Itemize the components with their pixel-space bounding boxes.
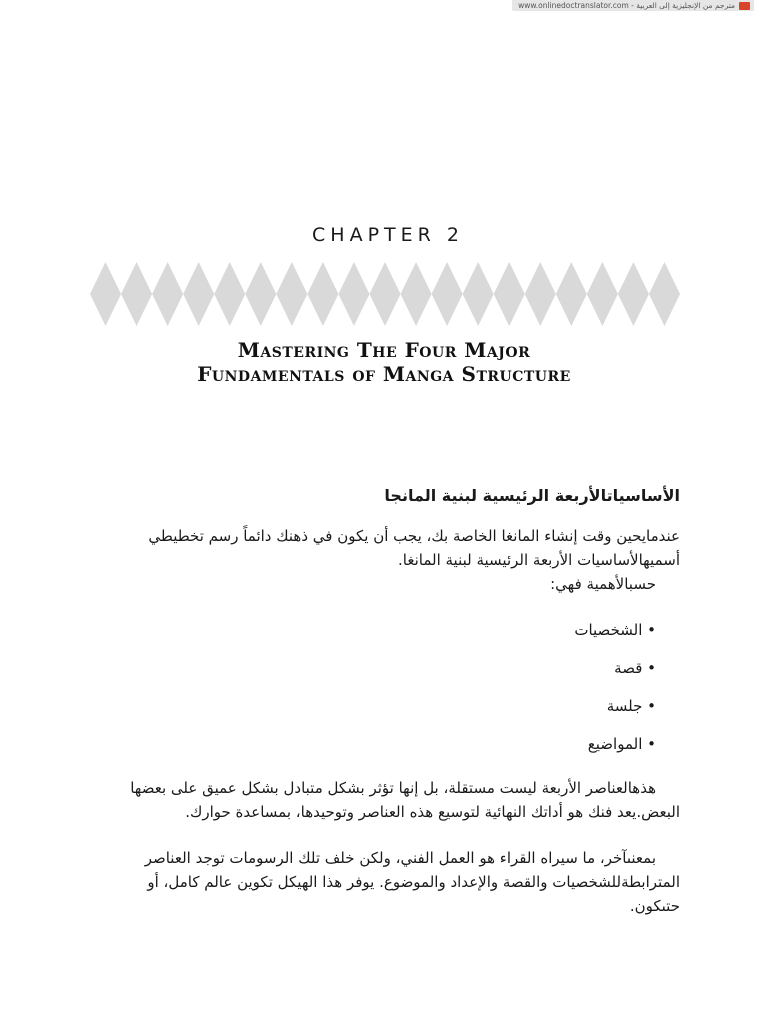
diamond-ornament-band xyxy=(90,262,680,326)
diamond-shape xyxy=(556,262,587,326)
list-item: • قصة xyxy=(614,659,656,677)
translator-credit-text: www.onlinedoctranslator.com - مترجم من الإنجليزية إلى العربية xyxy=(518,1,735,10)
intro-paragraph xyxy=(86,524,680,596)
chapter-label: CHAPTER 2 xyxy=(312,224,464,246)
diamond-shape xyxy=(463,262,494,326)
diamond-shape xyxy=(369,262,400,326)
diamond-shape xyxy=(276,262,307,326)
diamond-shape xyxy=(183,262,214,326)
diamond-shape xyxy=(307,262,338,326)
diamond-shape xyxy=(121,262,152,326)
diamond-shape xyxy=(90,262,121,326)
list-item: • الشخصيات xyxy=(574,621,656,639)
diamond-shape xyxy=(587,262,618,326)
intro-line-2: أسميهالأساسيات الأربعة الرئيسية لبنية المانغا. xyxy=(398,551,680,569)
chapter-title-line-1: Mastering The Four Major xyxy=(237,338,531,362)
intro-line-1: عندمايحين وقت إنشاء المانغا الخاصة بك، يجب أن يكون في ذهنك دائماً رسم تخطيطي xyxy=(148,527,680,545)
diamond-shape xyxy=(494,262,525,326)
elements-paragraph xyxy=(86,776,680,824)
diamond-shape xyxy=(649,262,680,326)
intro-line-3: حسبالأهمية فهي: xyxy=(550,575,656,593)
diamond-shape xyxy=(338,262,369,326)
diamond-shape xyxy=(214,262,245,326)
para3-line-1: بمعنىآخر، ما سيراه القراء هو العمل الفني، ولكن خلف تلك الرسومات توجد العناصر xyxy=(144,849,656,867)
list-item: • جلسة xyxy=(606,697,656,715)
para3-line-2: المترابطةللشخصيات والقصة والإعداد والموضوع. يوفر هذا الهيكل تكوين عالم كامل، أو xyxy=(147,873,680,891)
translator-logo-icon xyxy=(739,2,750,10)
para2-line-2: البعض.يعد فنك هو أداتك النهائية لتوسيع هذه العناصر وتوحيدها، بمساعدة حوارك. xyxy=(185,803,680,821)
para3-line-3: حتىكون. xyxy=(629,897,680,915)
diamond-shape xyxy=(618,262,649,326)
chapter-title xyxy=(0,338,768,386)
diamond-shape xyxy=(401,262,432,326)
diamond-shape xyxy=(432,262,463,326)
fundamentals-list xyxy=(86,618,680,770)
diamond-shape xyxy=(152,262,183,326)
diamond-shape xyxy=(245,262,276,326)
chapter-title-line-2: Fundamentals of Manga Structure xyxy=(197,362,571,386)
translator-watermark xyxy=(512,0,754,11)
diamond-shape xyxy=(525,262,556,326)
para2-line-1: هذهالعناصر الأربعة ليست مستقلة، بل إنها تؤثر بشكل متبادل بشكل عميق على بعضها xyxy=(130,779,656,797)
section-heading: الأساسياتالأربعة الرئيسية لبنية المانجا xyxy=(384,486,680,505)
list-item: • المواضيع xyxy=(587,735,656,753)
world-paragraph xyxy=(86,846,680,918)
